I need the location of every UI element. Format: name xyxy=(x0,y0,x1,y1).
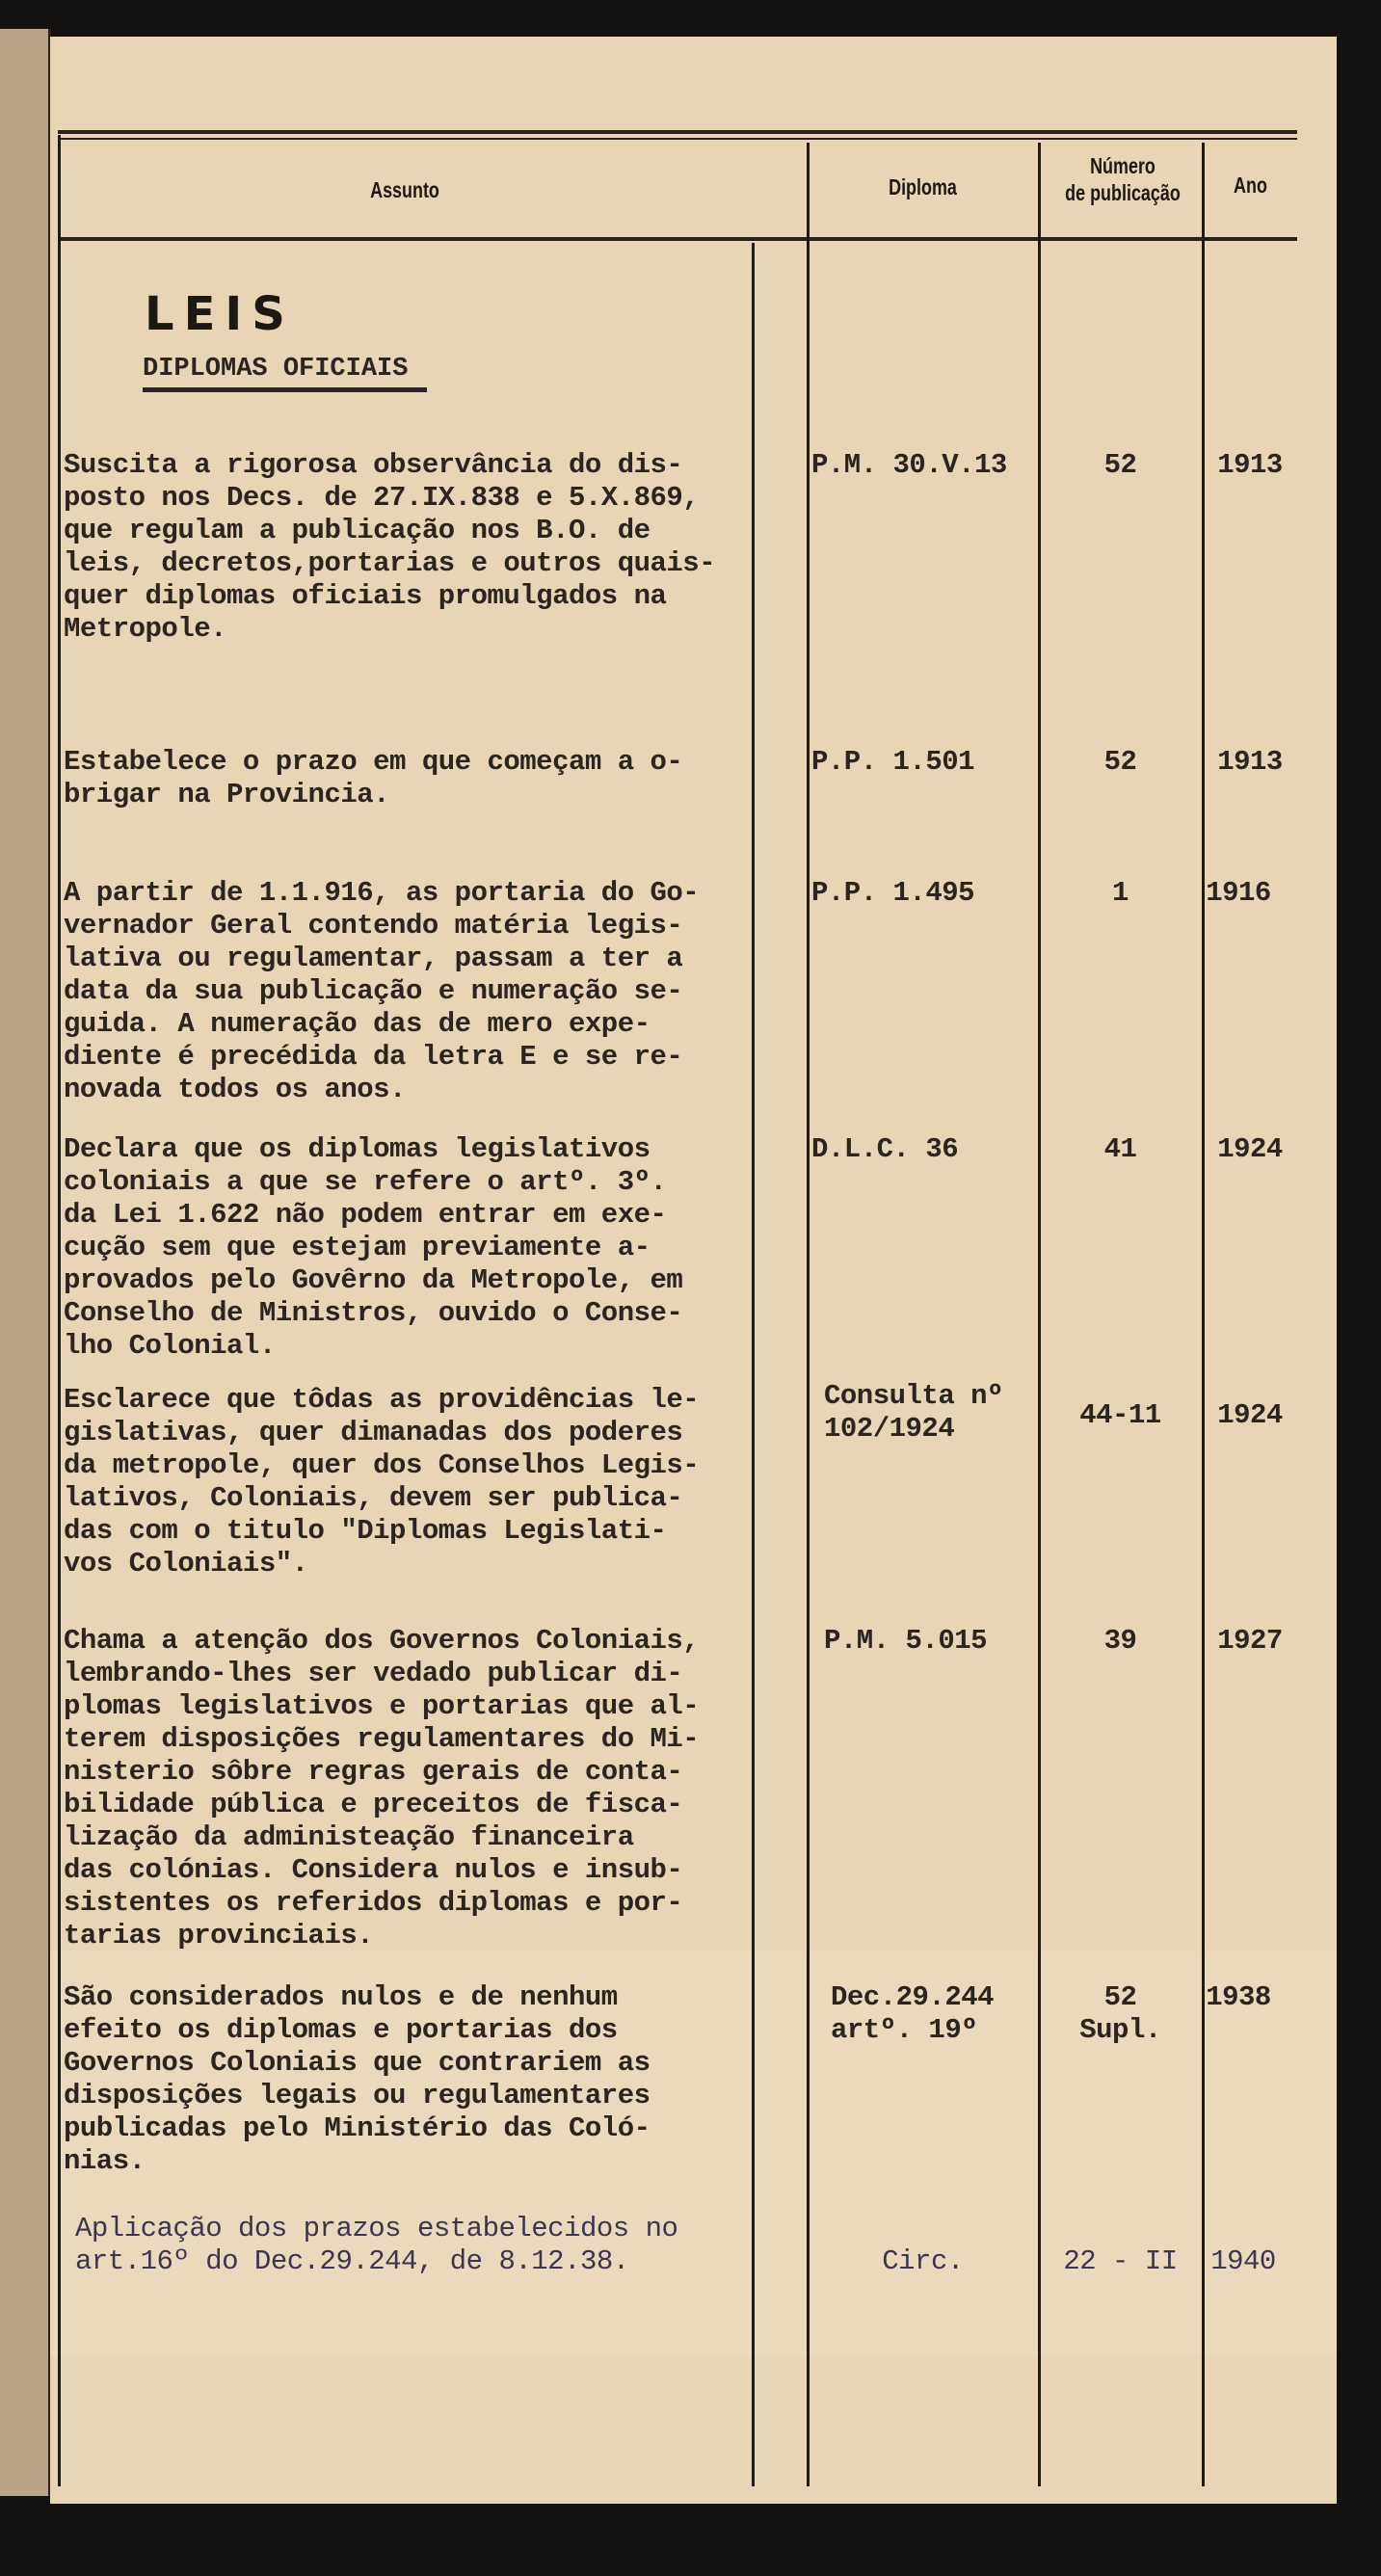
row-ano: 1916 xyxy=(1206,877,1271,909)
header-numero xyxy=(1044,152,1202,206)
row-ano: 1924 xyxy=(1217,1399,1283,1431)
row-assunto: Suscita a rigorosa observância do dis- posto nos Decs. de 27.IX.838 e 5.X.869, que regulam a publicação nos B.O. de leis, decretos,portarias e outros quais- quer diplomas oficiais promulgados na Metropole. xyxy=(64,449,716,645)
row-numero: 1 xyxy=(1112,877,1129,909)
row-numero: 44-11 xyxy=(1079,1399,1161,1431)
table-top-rule-thin xyxy=(58,138,1297,140)
row-ano: 1924 xyxy=(1217,1133,1283,1165)
row-numero: 22 - II xyxy=(1063,2245,1178,2277)
header-numero-line2: de publicação xyxy=(1065,180,1181,205)
handwritten-title: LEIS xyxy=(145,287,295,341)
row-assunto: Esclarece que tôdas as providências le- gislativas, quer dimanadas dos poderes da metropole, quer dos Conselhos Legis- lativos, Coloniais, devem ser publica- das com o titulo "Diplomas Legislati- vos Coloniais". xyxy=(64,1384,700,1580)
row-ano: 1913 xyxy=(1217,746,1283,778)
row-diploma: P.P. 1.501 xyxy=(811,746,975,778)
row-diploma: Dec.29.244 artº. 19º xyxy=(831,1981,995,2046)
row-assunto: São considerados nulos e de nenhum efeito os diplomas e portarias dos Governos Coloniais que contrariem as disposições legais ou regulamentares publicadas pelo Ministério das Coló- nias. xyxy=(64,1981,651,2177)
row-diploma: P.P. 1.495 xyxy=(811,877,975,909)
section-heading: DIPLOMAS OFICIAIS xyxy=(143,355,427,392)
column-border-assunto-inner xyxy=(752,243,755,2486)
row-ano: 1940 xyxy=(1210,2245,1276,2277)
column-border-left xyxy=(58,135,61,2486)
row-diploma: D.L.C. 36 xyxy=(811,1133,959,1165)
row-numero: 52 xyxy=(1103,746,1137,778)
row-assunto: Estabelece o prazo em que começam a o- brigar na Provincia. xyxy=(64,746,683,810)
column-border-numero xyxy=(1038,143,1041,2486)
row-assunto: A partir de 1.1.916, as portaria do Go- vernador Geral contendo matéria legis- lativa ou regulamentar, passam a ter a data da sua publicação e numeração se- guida. A numeração das de mero expe- diente é precédida da letra E e se re- novada todos os anos. xyxy=(64,877,700,1105)
header-bottom-rule xyxy=(58,237,1297,241)
row-diploma: Circ. xyxy=(882,2245,964,2277)
table-top-rule xyxy=(58,130,1297,134)
row-diploma: P.M. 5.015 xyxy=(824,1625,988,1657)
adjacent-page-edge xyxy=(0,29,51,2496)
row-numero: 52 xyxy=(1103,449,1137,481)
row-numero: 41 xyxy=(1103,1133,1137,1165)
row-diploma: Consulta nº 102/1924 xyxy=(824,1380,1003,1445)
column-border-ano xyxy=(1202,143,1205,2486)
row-diploma: P.M. 30.V.13 xyxy=(811,449,1007,481)
row-ano: 1938 xyxy=(1206,1981,1271,2013)
row-ano: 1913 xyxy=(1217,449,1283,481)
column-border-diploma xyxy=(807,143,810,2486)
row-assunto: Declara que os diplomas legislativos coloniais a que se refere o artº. 3º. da Lei 1.622 não podem entrar em exe- cução sem que estejam previamente a- provados pelo Govêrno da Metropole, em Conselho de Ministros, ouvido o Conse- lho Colonial. xyxy=(64,1133,683,1362)
header-ano: Ano xyxy=(1234,173,1267,198)
header-assunto: Assunto xyxy=(370,177,439,202)
row-numero: 39 xyxy=(1103,1625,1137,1657)
row-assunto: Chama a atenção dos Governos Coloniais, lembrando-lhes ser vedado publicar di- plomas legislativos e portarias que al- terem disposições regulamentares do Mi- nisterio sôbre regras gerais de conta- bilidade pública e preceitos de fisca- lização da administeação financeira das colónias. Considera nulos e insub- sistentes os referidos diplomas e por- tarias provinciais. xyxy=(64,1625,700,1952)
row-ano: 1927 xyxy=(1217,1625,1283,1657)
header-diploma: Diploma xyxy=(889,174,957,199)
row-assunto: Aplicação dos prazos estabelecidos no art.16º do Dec.29.244, de 8.12.38. xyxy=(75,2213,678,2277)
row-numero: 52 Supl. xyxy=(1079,1981,1161,2046)
header-numero-line1: Número xyxy=(1090,153,1155,178)
